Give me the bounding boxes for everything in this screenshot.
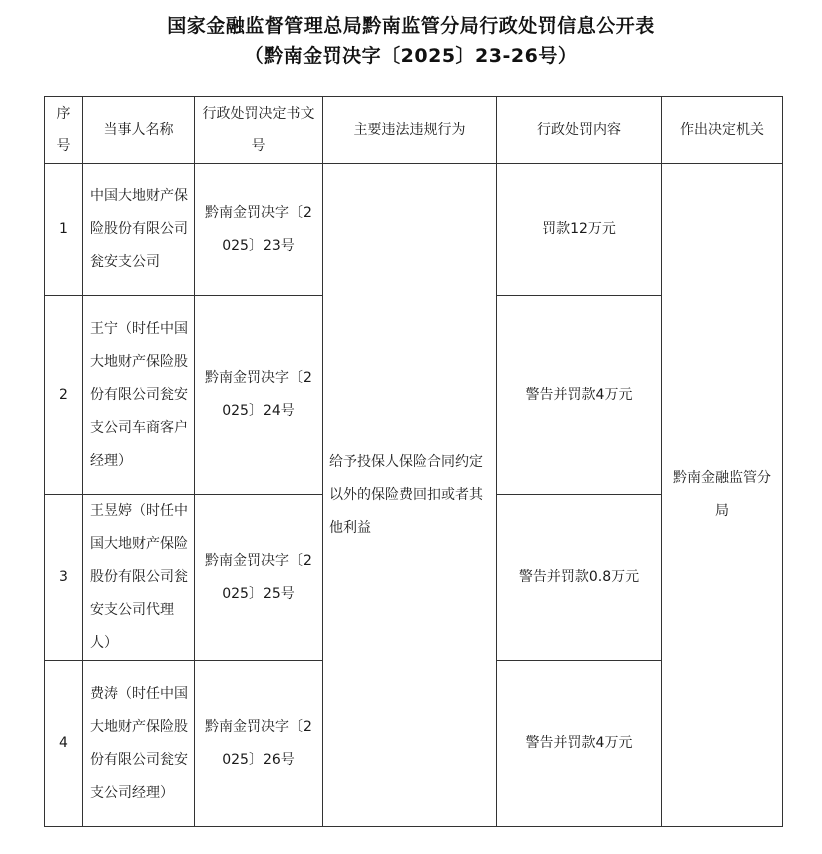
header-doc-number: 行政处罚决定书文号 xyxy=(195,97,323,164)
doc-number: 黔南金罚决字〔2025〕23号 xyxy=(195,164,323,296)
penalty-content: 警告并罚款4万元 xyxy=(497,296,662,495)
penalty-content: 罚款12万元 xyxy=(497,164,662,296)
violation-cell: 给予投保人保险合同约定以外的保险费回扣或者其他利益 xyxy=(323,164,497,827)
header-authority: 作出决定机关 xyxy=(662,97,783,164)
row-index: 1 xyxy=(45,164,83,296)
party-name: 费涛（时任中国大地财产保险股份有限公司瓮安支公司经理） xyxy=(83,661,195,827)
header-penalty: 行政处罚内容 xyxy=(497,97,662,164)
party-name: 王宁（时任中国大地财产保险股份有限公司瓮安支公司车商客户经理） xyxy=(83,296,195,495)
penalty-table xyxy=(44,96,783,827)
row-index: 3 xyxy=(45,495,83,661)
authority-cell: 黔南金融监管分局 xyxy=(662,164,783,827)
table-row xyxy=(45,164,783,296)
header-party: 当事人名称 xyxy=(83,97,195,164)
party-name: 中国大地财产保险股份有限公司瓮安支公司 xyxy=(83,164,195,296)
page-subtitle: （黔南金罚决字〔2025〕23-26号） xyxy=(244,45,578,67)
header-index: 序号 xyxy=(45,97,83,164)
row-index: 4 xyxy=(45,661,83,827)
doc-number: 黔南金罚决字〔2025〕24号 xyxy=(195,296,323,495)
doc-number: 黔南金罚决字〔2025〕25号 xyxy=(195,495,323,661)
penalty-content: 警告并罚款0.8万元 xyxy=(497,495,662,661)
party-name: 王昱婷（时任中国大地财产保险股份有限公司瓮安支公司代理人） xyxy=(83,495,195,661)
row-index: 2 xyxy=(45,296,83,495)
page-title: 国家金融监督管理总局黔南监管分局行政处罚信息公开表 xyxy=(167,15,655,37)
header-violation: 主要违法违规行为 xyxy=(323,97,497,164)
header-row xyxy=(45,97,783,164)
doc-number: 黔南金罚决字〔2025〕26号 xyxy=(195,661,323,827)
penalty-content: 警告并罚款4万元 xyxy=(497,661,662,827)
